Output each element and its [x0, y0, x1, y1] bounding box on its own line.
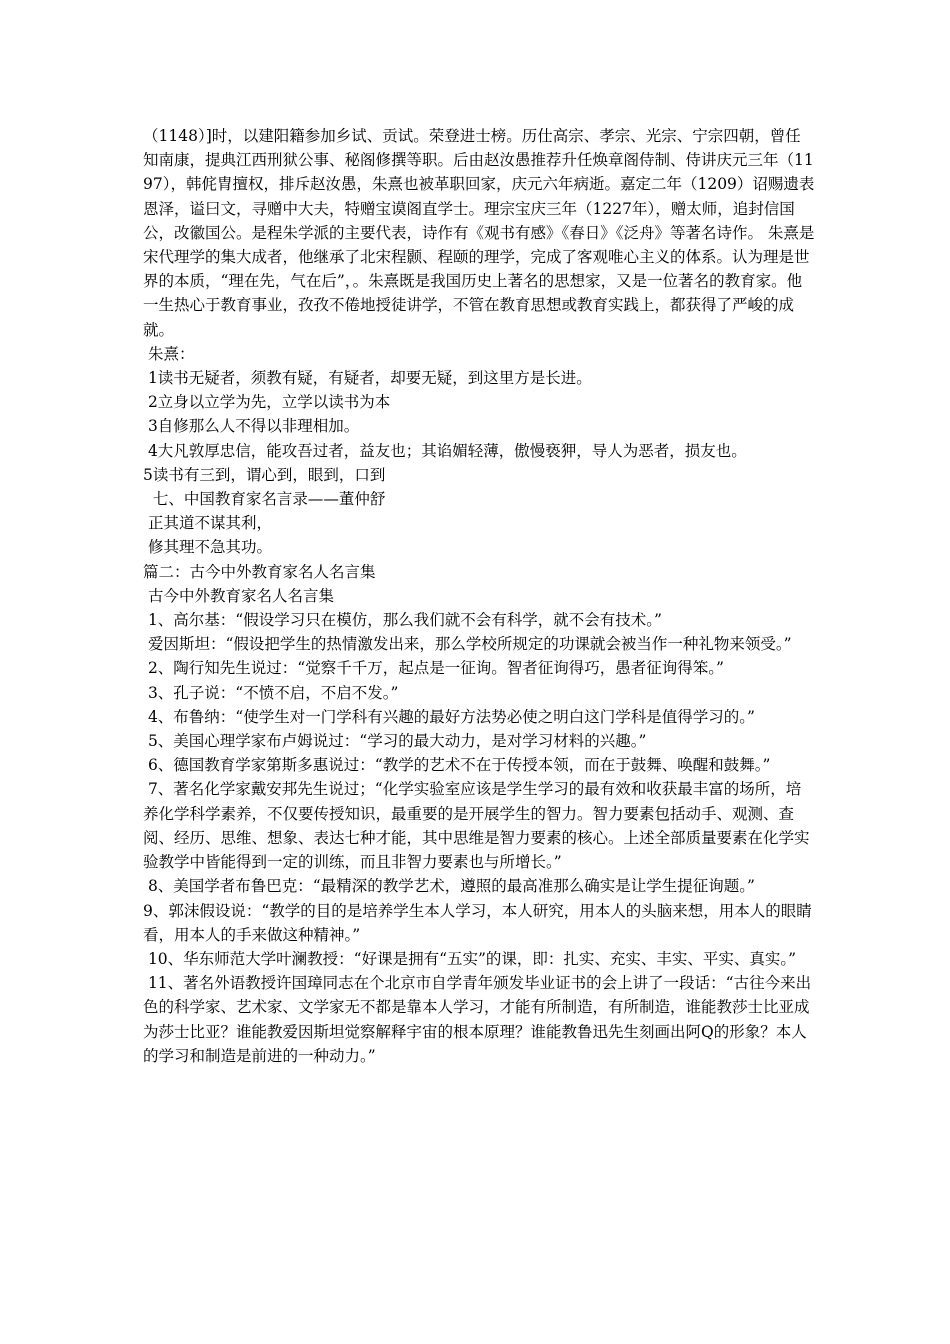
section-subtitle: 古今中外教育家名人名言集	[143, 586, 334, 605]
document-page	[143, 124, 815, 1068]
paragraph-zhuxi-quote-2: 2立身以立学为先，立学以读书为本	[143, 393, 391, 412]
quote-item-11: 11、著名外语教授许国璋同志在个北京市自学青年颁发毕业证书的会上讲了一段话：“古往今来出色的科学家、艺术家、文学家无不都是靠本人学习，才能有所制造，有所制造，谁能教莎士比亚成为莎士比亚？谁能教爱因斯坦觉察解释宇宙的根本原理？谁能教鲁迅先生刻画出阿Q的形象？本人的学习和制造是前进的一种动力。”	[143, 974, 812, 1065]
quote-item-6: 6、德国教育学家第斯多惠说过：“教学的艺术不在于传授本领，而在于鼓舞、唤醒和鼓舞。”	[143, 756, 771, 775]
quote-item-4: 4、布鲁纳：“使学生对一门学科有兴趣的最好方法势必使之明白这门学科是值得学习的。”	[143, 707, 755, 726]
paragraph-dong-quote-1: 正其道不谋其利，	[143, 514, 272, 533]
paragraph-dong-quote-2: 修其理不急其功。	[143, 538, 272, 557]
paragraph-zhuxi-quote-3: 3自修那么人不得以非理相加。	[143, 417, 360, 436]
paragraph-zhuxi-quote-4: 4大凡敦厚忠信，能攻吾过者，益友也；其谄媚轻薄，傲慢亵狎，导人为恶者，损友也。	[143, 441, 747, 460]
quote-item-10: 10、华东师范大学叶澜教授：“好课是拥有“五实”的课，即：扎实、充实、丰实、平实、真实。”	[143, 949, 797, 968]
quote-item-5: 5、美国心理学家布卢姆说过：“学习的最大动力，是对学习材料的兴趣。”	[143, 732, 647, 751]
section-heading-part-two: 篇二：古今中外教育家名人名言集	[143, 562, 376, 581]
paragraph-zhuxi-biography: （1148）]时，以建阳籍参加乡试、贡试。荣登进士榜。历仕高宗、孝宗、光宗、宁宗四朝，曾任知南康，提典江西刑狱公事、秘阁修撰等职。后由赵汝愚推荐升任焕章阁侍制、侍讲庆元三年（1197），韩侂胄擅权，排斥赵汝愚，朱熹也被革职回家，庆元六年病逝。嘉定二年（1209）诏赐遗表恩泽，谥曰文，寻赠中大夫，特赠宝谟阁直学士。理宗宝庆三年（1227年），赠太师，追封信国公，改徽国公。是程朱学派的主要代表，诗作有《观书有感》《春日》《泛舟》等著名诗作。 朱熹是宋代理学的集大成者，他继承了北宋程颢、程颐的理学，完成了客观唯心主义的体系。认为理是世界的本质，“理在先，气在后”，。朱熹既是我国历史上著名的思想家，又是一位著名的教育家。他一生热心于教育事业，孜孜不倦地授徒讲学，不管在教育思想或教育实践上，都获得了严峻的成就。	[143, 127, 815, 339]
section-heading-dong-zhongshu: 七、中国教育家名言录——董仲舒	[143, 490, 386, 509]
quote-item-3: 3、孔子说：“不愤不启，不启不发。”	[143, 683, 399, 702]
quote-item-einstein: 爱因斯坦：“假设把学生的热情激发出来，那么学校所规定的功课就会被当作一种礼物来领受。”	[143, 635, 792, 654]
paragraph-zhuxi-quote-1: 1读书无疑者，须教有疑，有疑者，却要无疑，到这里方是长进。	[143, 369, 592, 388]
quote-item-8: 8、美国学者布鲁巴克：“最精深的教学艺术，遵照的最高准那么确实是让学生提征询题。”	[143, 877, 755, 896]
quote-item-7: 7、著名化学家戴安邦先生说过；“化学实验室应该是学生学习的最有效和收获最丰富的场所，培养化学科学素养，不仅要传授知识，最重要的是开展学生的智力。智力要素包括动手、观测、查阅、经历、思维、想象、表达七种才能，其中思维是智力要素的核心。上述全部质量要素在化学实验教学中皆能得到一定的训练，而且非智力要素也与所增长。”	[143, 780, 810, 872]
quote-item-2: 2、陶行知先生说过：“觉察千千万，起点是一征询。智者征询得巧，愚者征询得笨。”	[143, 659, 724, 678]
paragraph-zhuxi-quote-5: 5读书有三到，谓心到，眼到，口到	[143, 465, 386, 484]
paragraph-zhuxi-heading: 朱熹：	[143, 344, 195, 363]
quote-item-9: 9、郭沫假设说：“教学的目的是培养学生本人学习，本人研究，用本人的头脑来想，用本人的眼睛看，用本人的手来做这种精神。”	[143, 901, 812, 944]
quote-item-1: 1、高尔基：“假设学习只在模仿，那么我们就不会有科学，就不会有技术。”	[143, 611, 662, 630]
